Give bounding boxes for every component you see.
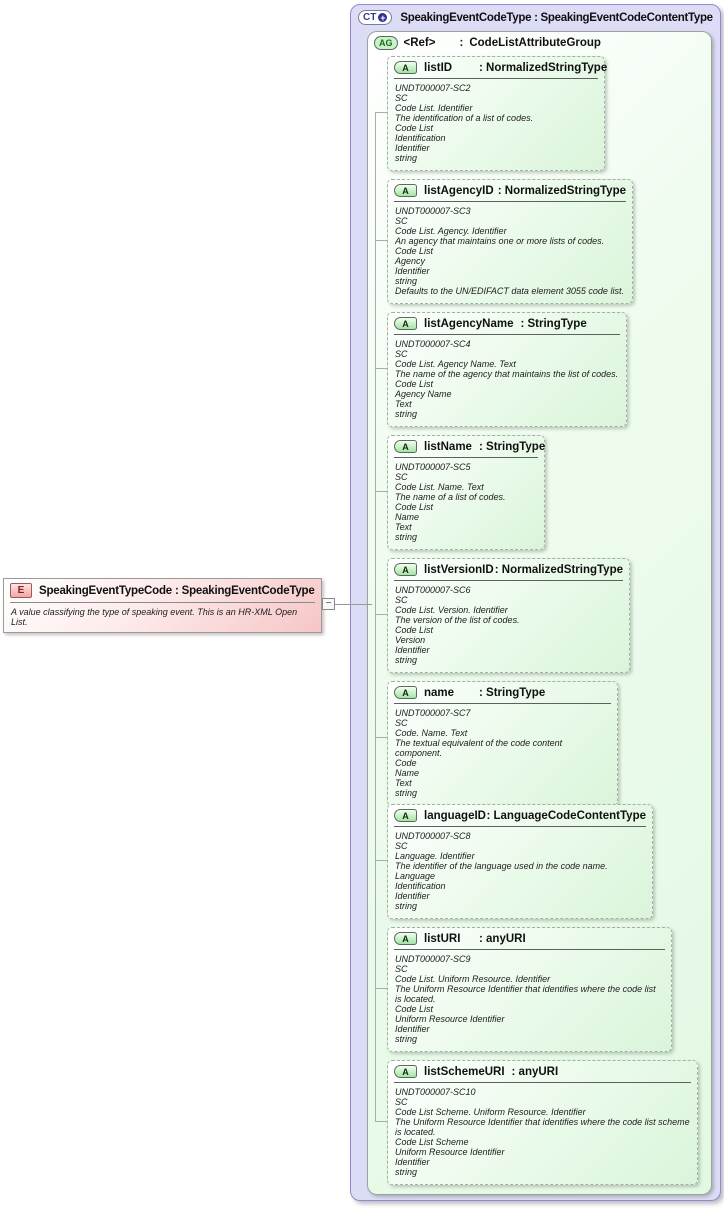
connector-stub <box>375 112 387 113</box>
annotation-line: Identifier <box>395 891 430 901</box>
attribute-group-icon: AG <box>374 36 398 50</box>
annotation-line: Code List. Name. Text <box>395 482 484 492</box>
attribute-type: : NormalizedStringType <box>494 563 623 576</box>
element-box[interactable] <box>3 578 322 633</box>
annotation-line: Language <box>395 871 436 881</box>
attribute-type: : StringType <box>520 317 587 330</box>
annotation-line: UNDT000007-SC4 <box>395 339 471 349</box>
attribute-header <box>388 805 652 824</box>
attribute-type: : anyURI <box>479 932 526 945</box>
complex-type-icon <box>358 10 392 25</box>
attribute-header <box>388 559 629 578</box>
annotation-line: Defaults to the UN/EDIFACT data element 3055 code list. <box>395 286 624 296</box>
attribute-name: listAgencyName <box>424 317 514 330</box>
annotation-line: SC <box>395 718 408 728</box>
attribute-name: listAgencyID <box>424 184 494 197</box>
attribute-name: listName <box>424 440 472 453</box>
attribute-name: listID <box>424 61 453 74</box>
attribute-box-listName[interactable] <box>387 435 545 550</box>
annotation-line: Code List. Uniform Resource. Identifier <box>395 974 551 984</box>
annotation-line: Identifier <box>395 143 430 153</box>
annotation-line: The Uniform Resource Identifier that identifies where the code list scheme is located. <box>395 1117 690 1137</box>
attribute-type: : StringType <box>479 686 546 699</box>
annotation-line: SC <box>395 472 408 482</box>
connector-line <box>335 604 372 605</box>
attribute-annotation <box>388 205 632 296</box>
annotation-line: Text <box>395 778 412 788</box>
attribute-separator <box>394 826 646 827</box>
annotation-line: Identifier <box>395 1157 430 1167</box>
annotation-line: string <box>395 655 418 665</box>
complex-type-box <box>350 4 721 1201</box>
annotation-line: string <box>395 153 418 163</box>
annotation-line: The version of the list of codes. <box>395 615 520 625</box>
attribute-type: : StringType <box>479 440 546 453</box>
attribute-box-listVersionID[interactable] <box>387 558 630 673</box>
attribute-separator <box>394 1082 691 1083</box>
attribute-separator <box>394 78 598 79</box>
attribute-header <box>388 1061 697 1080</box>
annotation-line: string <box>395 1034 418 1044</box>
element-icon: E <box>10 583 32 598</box>
complex-type-title: SpeakingEventCodeType : SpeakingEventCodeContentType <box>400 11 713 24</box>
attribute-annotation <box>388 82 604 163</box>
connector-stub <box>375 491 387 492</box>
annotation-line: UNDT000007-SC7 <box>395 708 471 718</box>
annotation-line: Language. Identifier <box>395 851 475 861</box>
annotation-line: The identifier of the language used in the code name. <box>395 861 608 871</box>
annotation-line: Uniform Resource Identifier <box>395 1014 505 1024</box>
annotation-line: Code List Scheme <box>395 1137 469 1147</box>
annotation-line: Code List <box>395 502 434 512</box>
annotation-line: Code List <box>395 1004 434 1014</box>
annotation-line: Code List. Agency. Identifier <box>395 226 507 236</box>
connector-stub <box>375 368 387 369</box>
attribute-box-languageID[interactable] <box>387 804 653 919</box>
attribute-separator <box>394 949 665 950</box>
annotation-line: Code <box>395 758 417 768</box>
attribute-box-listID[interactable] <box>387 56 608 171</box>
attribute-icon: A <box>394 809 417 822</box>
attribute-group-name: <Ref> <box>403 37 436 49</box>
annotation-line: UNDT000007-SC3 <box>395 206 471 216</box>
attribute-box-name[interactable] <box>387 681 618 806</box>
attribute-icon: A <box>394 61 417 74</box>
attribute-header <box>388 682 617 701</box>
element-title: SpeakingEventTypeCode : SpeakingEventCodeType <box>39 584 315 597</box>
attribute-type: : LanguageCodeContentType <box>486 809 646 822</box>
annotation-line: UNDT000007-SC5 <box>395 462 471 472</box>
attribute-header <box>388 928 671 947</box>
attribute-icon: A <box>394 440 417 453</box>
annotation-line: SC <box>395 1097 408 1107</box>
annotation-line: UNDT000007-SC10 <box>395 1087 476 1097</box>
attribute-annotation <box>388 584 629 665</box>
annotation-line: SC <box>395 964 408 974</box>
attribute-box-listAgencyName[interactable] <box>387 312 627 427</box>
connector-stub <box>375 860 387 861</box>
annotation-line: Name <box>395 512 420 522</box>
annotation-line: Identification <box>395 881 446 891</box>
annotation-line: Text <box>395 522 412 532</box>
annotation-line: Code List. Agency Name. Text <box>395 359 516 369</box>
attribute-trunk-line <box>375 112 376 1122</box>
annotation-line: SC <box>395 216 408 226</box>
connector-stub <box>375 240 387 241</box>
annotation-line: string <box>395 901 418 911</box>
annotation-line: string <box>395 532 418 542</box>
attribute-annotation <box>388 461 544 542</box>
annotation-line: Identification <box>395 133 446 143</box>
annotation-line: Code List <box>395 625 434 635</box>
annotation-line: string <box>395 788 418 798</box>
annotation-line: UNDT000007-SC6 <box>395 585 471 595</box>
attribute-separator <box>394 703 611 704</box>
attribute-annotation <box>388 953 671 1044</box>
attribute-type: : NormalizedStringType <box>497 184 626 197</box>
attribute-icon: A <box>394 686 417 699</box>
connector-stub <box>375 614 387 615</box>
attribute-group <box>367 31 712 1195</box>
annotation-line: Code. Name. Text <box>395 728 468 738</box>
attribute-icon: A <box>394 563 417 576</box>
connector-stub <box>375 1121 387 1122</box>
complex-type-badge-label: CT <box>363 12 377 23</box>
annotation-line: Identifier <box>395 645 430 655</box>
connector-stub <box>375 988 387 989</box>
annotation-line: UNDT000007-SC8 <box>395 831 471 841</box>
annotation-line: Agency Name <box>395 389 452 399</box>
attribute-type: : NormalizedStringType <box>479 61 608 74</box>
attribute-separator <box>394 457 538 458</box>
attribute-name: listSchemeURI <box>424 1065 505 1078</box>
attribute-box-listSchemeURI[interactable] <box>387 1060 698 1185</box>
attribute-icon: A <box>394 1065 417 1078</box>
annotation-line: The name of the agency that maintains the list of codes. <box>395 369 619 379</box>
attribute-separator <box>394 580 623 581</box>
attribute-header <box>388 180 632 199</box>
annotation-line: string <box>395 1167 418 1177</box>
element-separator <box>10 602 315 603</box>
annotation-line: An agency that maintains one or more lists of codes. <box>395 236 605 246</box>
attribute-separator <box>394 201 626 202</box>
element-header <box>4 579 321 600</box>
attribute-annotation <box>388 338 626 419</box>
attribute-icon: A <box>394 317 417 330</box>
attribute-group-colon: : <box>459 37 464 49</box>
annotation-line: Version <box>395 635 426 645</box>
attribute-group-header[interactable] <box>374 36 601 50</box>
attribute-box-listURI[interactable] <box>387 927 672 1052</box>
plus-icon: + <box>380 12 386 23</box>
attribute-name: languageID <box>424 809 486 822</box>
annotation-line: The identification of a list of codes. <box>395 113 534 123</box>
annotation-line: SC <box>395 841 408 851</box>
annotation-line: Agency <box>395 256 426 266</box>
annotation-line: Code List <box>395 246 434 256</box>
annotation-line: UNDT000007-SC2 <box>395 83 471 93</box>
annotation-line: SC <box>395 595 408 605</box>
annotation-line: SC <box>395 349 408 359</box>
attribute-name: name <box>424 686 455 699</box>
attribute-annotation <box>388 830 652 911</box>
annotation-line: The name of a list of codes. <box>395 492 506 502</box>
annotation-line: Uniform Resource Identifier <box>395 1147 505 1157</box>
annotation-line: Code List <box>395 379 434 389</box>
annotation-line: string <box>395 409 418 419</box>
complex-type-header[interactable] <box>351 5 720 28</box>
attribute-box-listAgencyID[interactable] <box>387 179 633 304</box>
annotation-line: string <box>395 276 418 286</box>
annotation-line: SC <box>395 93 408 103</box>
attribute-separator <box>394 334 620 335</box>
collapse-toggle[interactable]: − <box>322 598 335 610</box>
annotation-line: Identifier <box>395 1024 430 1034</box>
attribute-annotation <box>388 707 617 798</box>
annotation-line: The Uniform Resource Identifier that identifies where the code list is located. <box>395 984 656 1004</box>
annotation-line: The textual equivalent of the code content component. <box>395 738 563 758</box>
annotation-line: Code List. Version. Identifier <box>395 605 508 615</box>
annotation-line: Identifier <box>395 266 430 276</box>
attribute-name: listVersionID <box>424 563 494 576</box>
attribute-header <box>388 436 544 455</box>
attribute-header <box>388 57 608 76</box>
attribute-name: listURI <box>424 932 461 945</box>
annotation-line: Code List <box>395 123 434 133</box>
annotation-line: Name <box>395 768 420 778</box>
attribute-type: : anyURI <box>511 1065 559 1078</box>
annotation-line: Code List. Identifier <box>395 103 473 113</box>
attribute-icon: A <box>394 184 417 197</box>
connector-stub <box>375 737 387 738</box>
annotation-line: UNDT000007-SC9 <box>395 954 471 964</box>
annotation-line: Text <box>395 399 412 409</box>
attribute-header <box>388 313 626 332</box>
annotation-line: Code List Scheme. Uniform Resource. Identifier <box>395 1107 586 1117</box>
attribute-annotation <box>388 1086 697 1177</box>
element-annotation: A value classifying the type of speaking event. This is an HR-XML Open List. <box>11 607 298 627</box>
attribute-group-type: CodeListAttributeGroup <box>469 37 601 49</box>
attribute-icon: A <box>394 932 417 945</box>
